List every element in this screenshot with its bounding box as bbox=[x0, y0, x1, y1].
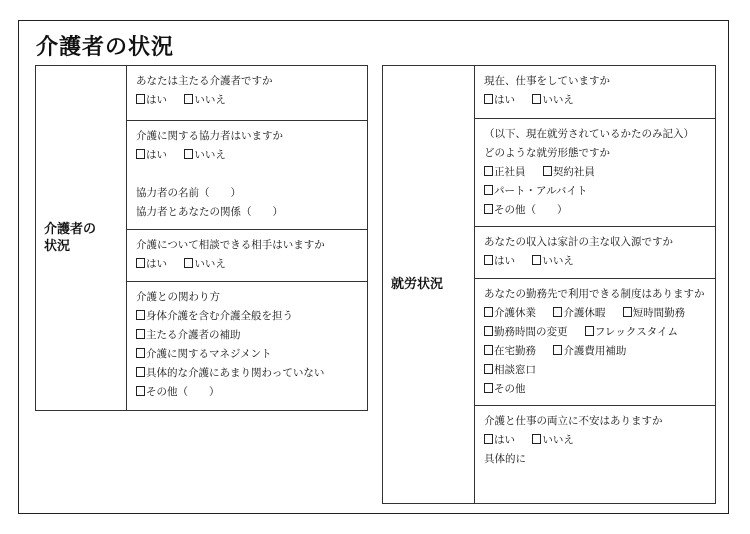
checkbox-option[interactable]: 身体介護を含む介護全般を担う bbox=[136, 307, 367, 326]
caregiver-table bbox=[35, 65, 368, 411]
checkbox-no[interactable]: いいえ bbox=[184, 149, 226, 161]
question-cell-employment-type bbox=[475, 119, 716, 227]
checkbox-no[interactable]: いいえ bbox=[532, 94, 574, 106]
page-title: 介護者の状況 bbox=[36, 35, 175, 60]
checkbox-option[interactable]: 正社員 bbox=[484, 166, 526, 178]
question-text: 介護について相談できる相手はいますか bbox=[136, 239, 325, 251]
checkbox-option[interactable]: 介護費用補助 bbox=[553, 345, 626, 357]
employment-table bbox=[382, 65, 716, 504]
question-cell-helper bbox=[127, 121, 368, 230]
checkbox-option[interactable]: 勤務時間の変更 bbox=[484, 326, 568, 338]
helper-relation-field[interactable]: 協力者とあなたの関係（ ） bbox=[136, 206, 283, 218]
details-field[interactable]: 具体的に bbox=[484, 453, 526, 465]
question-cell-income bbox=[475, 227, 716, 279]
checkbox-option[interactable]: 相談窓口 bbox=[484, 361, 715, 380]
checkbox-yes[interactable]: はい bbox=[484, 94, 515, 106]
question-cell-anxiety bbox=[475, 406, 716, 504]
checkbox-no[interactable]: いいえ bbox=[184, 258, 226, 270]
checkbox-yes[interactable]: はい bbox=[136, 94, 167, 106]
checkbox-no[interactable]: いいえ bbox=[532, 255, 574, 267]
checkbox-option[interactable]: 在宅勤務 bbox=[484, 345, 536, 357]
checkbox-yes[interactable]: はい bbox=[484, 434, 515, 446]
question-cell-main-caregiver bbox=[127, 66, 368, 121]
checkbox-option[interactable]: 契約社員 bbox=[543, 166, 595, 178]
checkbox-option[interactable]: 介護休業 bbox=[484, 307, 536, 319]
checkbox-yes[interactable]: はい bbox=[484, 255, 515, 267]
question-cell-workplace-systems bbox=[475, 279, 716, 406]
checkbox-yes[interactable]: はい bbox=[136, 258, 167, 270]
checkbox-option[interactable]: パート・アルバイト bbox=[484, 182, 715, 201]
question-text: 介護と仕事の両立に不安はありますか bbox=[484, 415, 663, 427]
question-text: 現在、仕事をしていますか bbox=[484, 75, 610, 87]
question-text: あなたの勤務先で利用できる制度はありますか bbox=[484, 288, 705, 300]
question-text: あなたの収入は家計の主な収入源ですか bbox=[484, 236, 673, 248]
checkbox-option[interactable]: その他（ ） bbox=[136, 383, 367, 402]
checkbox-yes[interactable]: はい bbox=[136, 149, 167, 161]
checkbox-no[interactable]: いいえ bbox=[532, 434, 574, 446]
checkbox-no[interactable]: いいえ bbox=[184, 94, 226, 106]
note-text: （以下、現在就労されているかたのみ記入） bbox=[484, 128, 694, 140]
checkbox-option[interactable]: フレックスタイム bbox=[585, 326, 678, 338]
checkbox-option[interactable]: 介護に関するマネジメント bbox=[136, 345, 367, 364]
employment-section-header: 就労状況 bbox=[383, 66, 475, 504]
question-text: あなたは主たる介護者ですか bbox=[136, 75, 273, 87]
question-text: どのような就労形態ですか bbox=[484, 147, 610, 159]
helper-name-field[interactable]: 協力者の名前（ ） bbox=[136, 187, 241, 199]
question-cell-involvement bbox=[127, 282, 368, 411]
question-cell-consultant bbox=[127, 230, 368, 282]
checkbox-option[interactable]: 具体的な介護にあまり関わっていない bbox=[136, 364, 367, 383]
checkbox-option[interactable]: 介護休暇 bbox=[553, 307, 605, 319]
caregiver-section-header: 介護者の 状況 bbox=[36, 66, 127, 411]
checkbox-option[interactable]: 主たる介護者の補助 bbox=[136, 326, 367, 345]
question-text: 介護との関わり方 bbox=[136, 291, 220, 303]
question-cell-working bbox=[475, 66, 716, 119]
checkbox-option[interactable]: 短時間勤務 bbox=[623, 307, 686, 319]
question-text: 介護に関する協力者はいますか bbox=[136, 130, 283, 142]
checkbox-option[interactable]: その他 bbox=[484, 380, 715, 399]
checkbox-option[interactable]: その他（ ） bbox=[484, 201, 715, 220]
